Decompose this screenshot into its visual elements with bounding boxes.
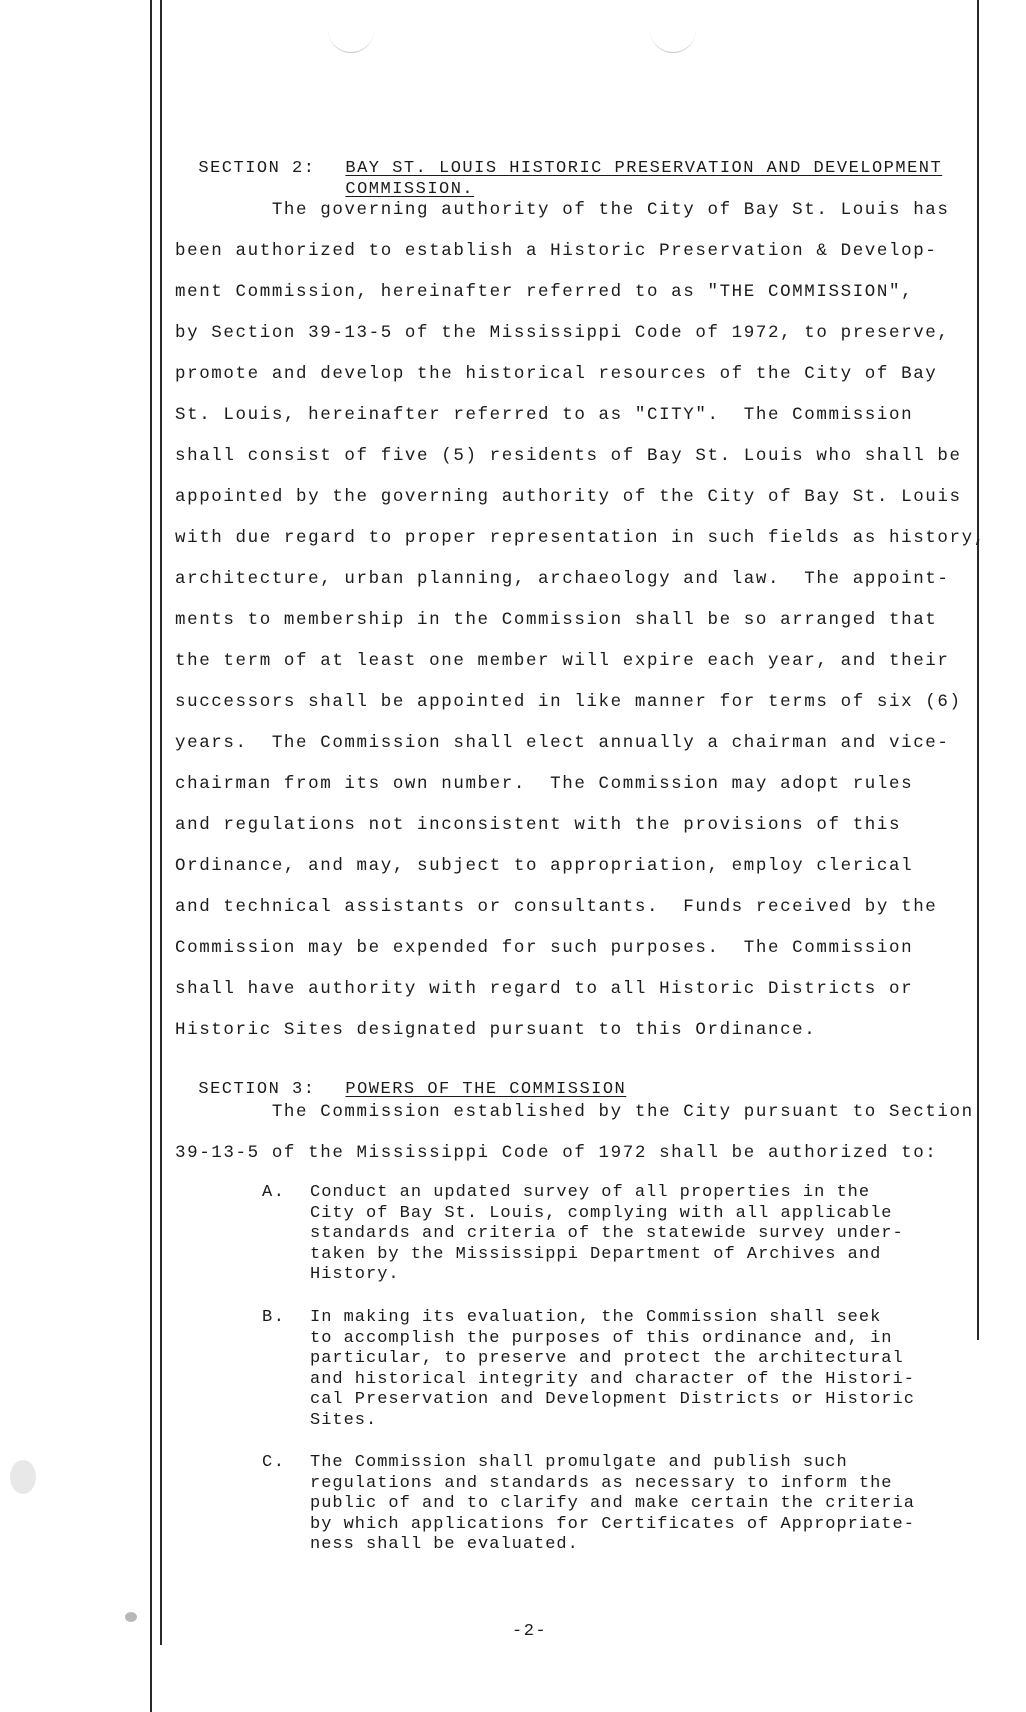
- section-3-label: SECTION 3:: [198, 1080, 316, 1099]
- body-line: ments to membership in the Commission shall be so arranged that: [175, 610, 938, 630]
- section-2-heading: [175, 140, 315, 178]
- section-2-title-line1: BAY ST. LOUIS HISTORIC PRESERVATION AND DEVELOPMENT: [345, 159, 943, 178]
- body-line: shall have authority with regard to all Historic Districts or: [175, 979, 914, 999]
- body-line: years. The Commission shall elect annually a chairman and vice-: [175, 733, 950, 753]
- body-line: successors shall be appointed in like manner for terms of six (6): [175, 692, 962, 712]
- body-line: promote and develop the historical resources of the City of Bay: [175, 364, 938, 384]
- body-line: Historic Sites designated pursuant to this Ordinance.: [175, 1020, 817, 1040]
- punch-hole-left: [328, 30, 374, 53]
- body-line: and regulations not inconsistent with the provisions of this: [175, 815, 902, 835]
- punch-hole-right: [650, 30, 696, 53]
- section-3-heading: [175, 1061, 315, 1099]
- body-line: the term of at least one member will expire each year, and their: [175, 651, 950, 671]
- body-line: Commission may be expended for such purposes. The Commission: [175, 938, 914, 958]
- body-line: by Section 39-13-5 of the Mississippi Code of 1972, to preserve,: [175, 323, 950, 343]
- body-line: architecture, urban planning, archaeology and law. The appoint-: [175, 569, 950, 589]
- item-b-text: In making its evaluation, the Commission shall seek to accomplish the purposes of this ordinance and, in particular, to preserve and protect the architectural and historical integrity and character of the Histori- cal Preservation and Development Districts or Historic Sites.: [310, 1308, 915, 1430]
- section-3-title-wrap: [322, 1061, 626, 1099]
- body-line: chairman from its own number. The Commission may adopt rules: [175, 774, 914, 794]
- scan-smudge: [10, 1460, 36, 1494]
- section-2-label: SECTION 2:: [198, 159, 316, 178]
- left-margin-rule-outer: [150, 0, 152, 1712]
- body-line: appointed by the governing authority of the City of Bay St. Louis: [175, 487, 962, 507]
- body-line: been authorized to establish a Historic Preservation & Develop-: [175, 241, 938, 261]
- body-line: Ordinance, and may, subject to appropriation, employ clerical: [175, 856, 914, 876]
- item-b-letter: B.: [262, 1308, 286, 1327]
- item-a-letter: A.: [262, 1183, 286, 1202]
- body-line: shall consist of five (5) residents of Bay St. Louis who shall be: [175, 446, 962, 466]
- item-c-letter: C.: [262, 1453, 286, 1472]
- body-line: with due regard to proper representation in such fields as history,: [175, 528, 986, 548]
- page-number: -2-: [512, 1622, 548, 1641]
- scan-smudge: [125, 1612, 137, 1622]
- item-a-text: Conduct an updated survey of all properties in the City of Bay St. Louis, complying with all applicable standards and criteria of the statewide survey under- taken by the Mississippi Department of Archives and History.: [310, 1183, 904, 1284]
- section-2-title-cont: [322, 161, 474, 199]
- body-line: St. Louis, hereinafter referred to as "CITY". The Commission: [175, 405, 914, 425]
- item-c-text: The Commission shall promulgate and publish such regulations and standards as necessary to inform the public of and to clarify and make certain the criteria by which applications for Certificates of Appropriate- ness shall be evaluated.: [310, 1453, 915, 1554]
- body-line: 39-13-5 of the Mississippi Code of 1972 shall be authorized to:: [175, 1143, 938, 1163]
- body-line: The governing authority of the City of Bay St. Louis has: [175, 200, 950, 220]
- right-margin-rule: [977, 0, 979, 1340]
- left-margin-rule-inner: [160, 0, 162, 1645]
- section-3-title: POWERS OF THE COMMISSION: [345, 1080, 627, 1099]
- body-line: and technical assistants or consultants. Funds received by the: [175, 897, 938, 917]
- body-line: The Commission established by the City pursuant to Section: [175, 1102, 974, 1122]
- body-line: ment Commission, hereinafter referred to as "THE COMMISSION",: [175, 282, 914, 302]
- section-2-title-line2: COMMISSION.: [345, 180, 475, 199]
